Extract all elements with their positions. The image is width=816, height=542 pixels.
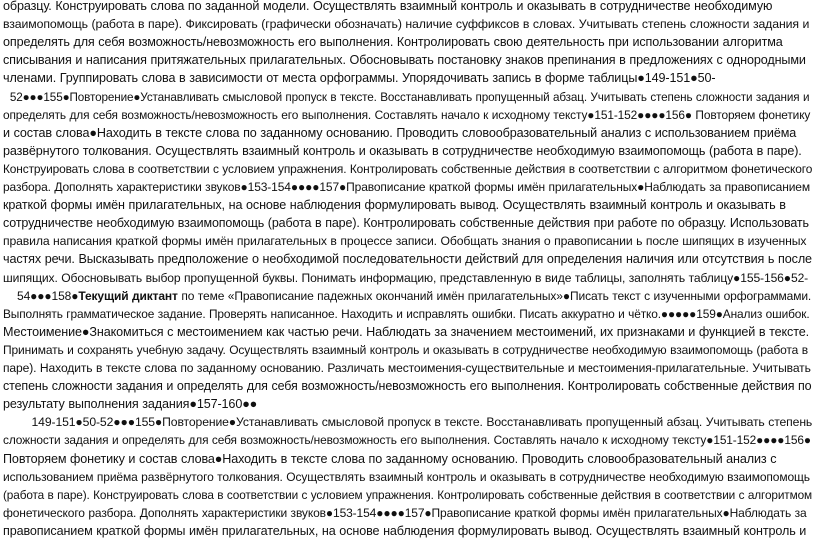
text-line: 149-151●50-52●●●155●Повторение●Устанавливать смысловой пропуск в тексте. Восстанавливать пропущенный абзац. Учитывать степень: [3, 415, 813, 430]
text-line: частях речи. Высказывать предположение о необходимой последовательности действий для определения наличия или отсутствия ь после: [3, 252, 812, 267]
text-line: разбора. Дополнять характеристики звуков●153-154●●●●157●Правописание краткой формы имён прилагательных●Наблюдать за правописанием: [3, 180, 810, 194]
text-line: фонетического разбора. Дополнять характеристики звуков●153-154●●●●157●Правописание краткой формы имён прилагательных●Наблюдать за: [3, 505, 807, 520]
text-line: развёрнутого толкования. Осуществлять взаимный контроль и оказывать в сотрудничестве необходимую взаимопомощь (работа в паре).: [3, 143, 802, 158]
text-line: Принимать и сохранять учебную задачу. Осуществлять взаимный контроль и оказывать в сотрудничестве необходимую взаимопомощь (работа в: [3, 342, 809, 357]
text-line: (работа в паре). Конструировать слова в соответствии с условием упражнения. Контролировать собственные действия в соответствии с алгоритмом: [3, 487, 813, 502]
text-line: членами. Группировать слова в зависимости от места орфограммы. Упорядочивать запись в форме таблицы●149-151●50-: [3, 71, 716, 86]
text-line: результату выполнения задания●157-160●●: [3, 397, 258, 412]
text-line: списывания и написания притяжательных прилагательных. Обосновывать постановку знаков препинания в предложениях с однородными: [3, 53, 806, 68]
text-line: использованием приёма развёрнутого толкования. Осуществлять взаимный контроль и оказывать в сотрудничестве необходимую взаимопомощь: [3, 469, 810, 484]
text-line: шипящих. Обосновывать выбор пропущенной буквы. Понимать информацию, представленную в виде таблицы, заполнять таблицу●155-156●52-: [3, 270, 809, 285]
text-line: определять для себя возможность/невозможность его выполнения. Составлять начало к исходному тексту●151-152●●●●156● Повторяем фонетику: [3, 107, 811, 122]
text-line: правописанием краткой формы имён прилагательных, на основе наблюдения формулировать вывод. Осуществлять взаимный контроль и: [3, 523, 807, 538]
text-line: Местоимение●Знакомиться с местоимением как частью речи. Наблюдать за значением местоимений, их признаками и функцией в тексте.: [3, 324, 809, 339]
text-line: 52●●●155●Повторение●Устанавливать смысловой пропуск в тексте. Восстанавливать пропущенный абзац. Учитывать степень сложности задания и: [3, 90, 810, 104]
text-line: 54●●●158●Текущий диктант по теме «Правописание падежных окончаний имён прилагательных»●Писать текст с изученными орфограммами.: [3, 288, 812, 303]
text-line: сотрудничестве необходимую взаимопомощь (работа в паре). Контролировать собственные действия при работе по образцу. Использовать: [3, 216, 809, 231]
text-line: взаимопомощь (работа в паре). Фиксировать (графически обозначать) наличие суффиксов в словах. Учитывать степень сложности задания и: [3, 17, 810, 32]
text-line: паре). Находить в тексте слова по заданному основанию. Различать местоимения-существительные и местоимения-прилагательные. Учитывать: [3, 361, 811, 375]
text-line: определять для себя возможность/невозможность его выполнения. Контролировать свою деятельность при использовании алгоритма: [3, 35, 783, 50]
text-line: правила написания краткой формы имён прилагательных в процессе записи. Обобщать знания о правописании ь после шипящих в изученных: [3, 234, 807, 249]
text-line: сложности задания и определять для себя возможность/невозможность его выполнения. Составлять начало к исходному тексту●151-152●●●●156●: [3, 433, 811, 448]
text-line: Выполнять грамматическое задание. Проверять написанное. Находить и исправлять ошибки. Писать аккуратно и чётко.●●●●●159●Анализ ошибок.: [3, 306, 810, 321]
text-line: Повторяем фонетику и состав слова●Находить в тексте слова по заданному основанию. Проводить словообразовательный анализ с: [3, 451, 777, 466]
bold-phrase: Текущий диктант: [78, 288, 178, 303]
text-line: степень сложности задания и определять для себя возможность/невозможность его выполнения. Контролировать собственные действия по: [3, 379, 812, 394]
text-line: краткой формы имён прилагательных, на основе наблюдения формулировать вывод. Осуществлять взаимный контроль и оказывать в: [3, 198, 786, 213]
text-line: и состав слова●Находить в тексте слова по заданному основанию. Проводить словообразовательный анализ с использованием приёма: [3, 125, 797, 140]
text-line: Конструировать слова в соответствии с условием упражнения. Контролировать собственные действия в соответствии с алгоритмом фонетического: [3, 161, 813, 176]
text-line: образцу. Конструировать слова по заданной модели. Осуществлять взаимный контроль и оказывать в сотрудничестве необходимую: [3, 0, 773, 13]
